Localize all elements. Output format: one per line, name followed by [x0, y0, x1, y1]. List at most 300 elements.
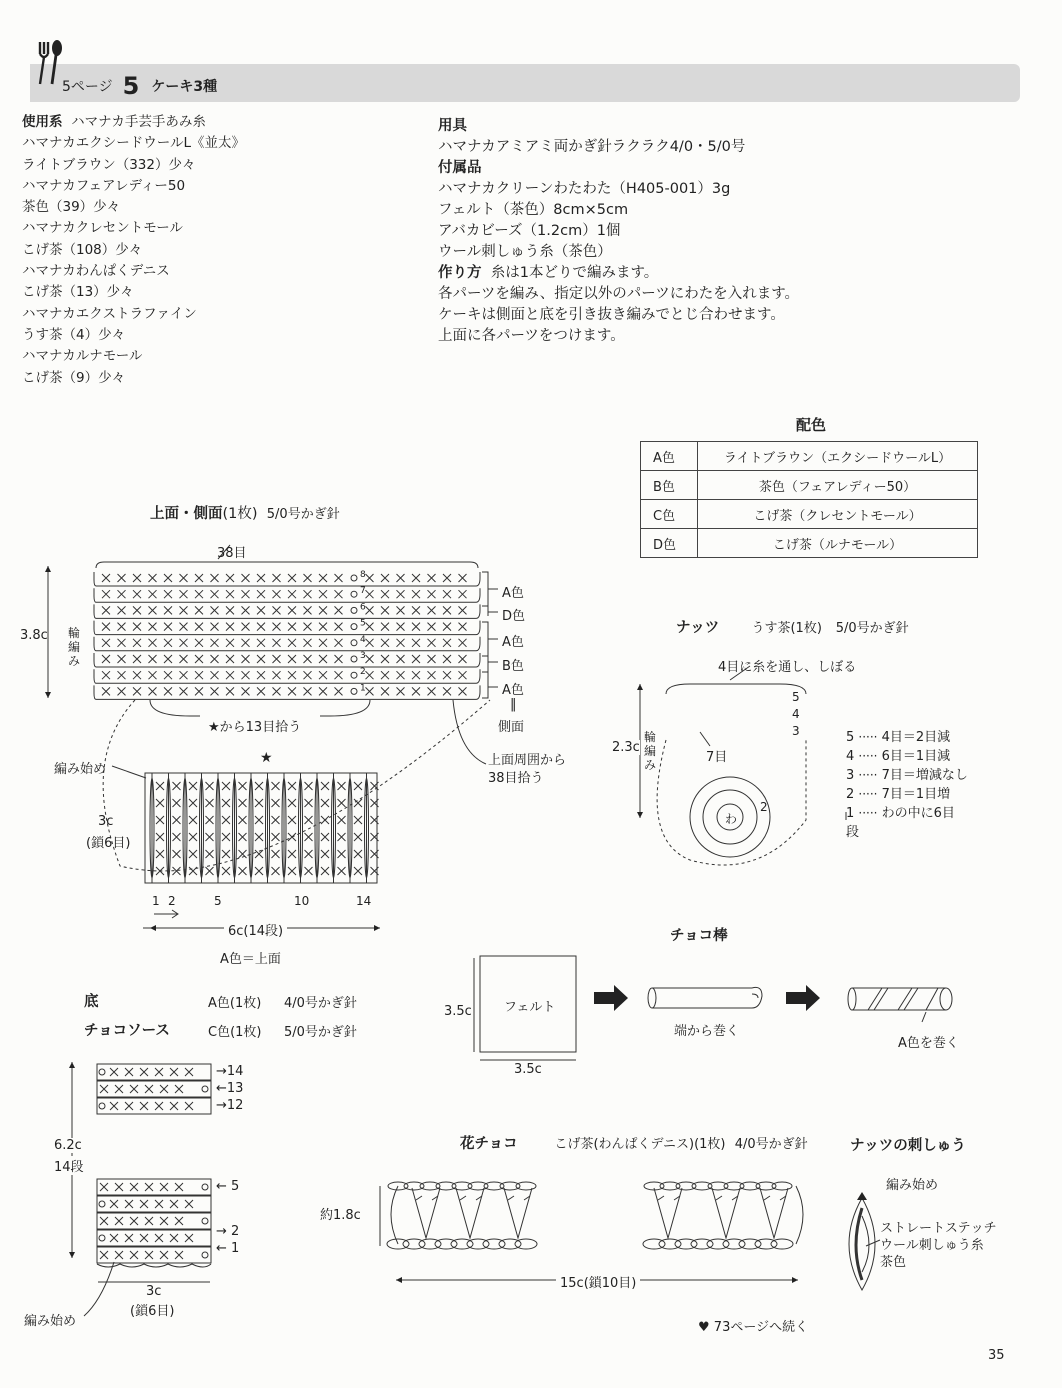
x-stitch — [164, 623, 172, 631]
method-line: 糸は1本どりで編みます。 — [490, 265, 659, 281]
x-stitch — [239, 816, 247, 824]
x-stitch — [304, 687, 312, 695]
nuts-height: 2.3c — [612, 740, 640, 755]
x-stitch — [428, 655, 436, 663]
slip-stitch — [202, 1252, 208, 1258]
pickup-edge-leader — [453, 700, 486, 764]
bold-arrow-icon — [786, 985, 820, 1011]
x-stitch — [321, 850, 329, 858]
x-stitch — [156, 867, 164, 875]
yarn-line: ハマナカエクストラファイン — [22, 305, 197, 322]
x-stitch — [149, 623, 157, 631]
x-stitch — [305, 799, 313, 807]
slip-stitch — [99, 1235, 105, 1241]
round-unit: 段 — [846, 825, 860, 840]
x-stitch — [304, 623, 312, 631]
slip-stitch — [202, 1086, 208, 1092]
slip-stitch — [351, 607, 357, 613]
sauce-rows: 14段 — [54, 1156, 84, 1175]
chain-stitch — [452, 1182, 472, 1190]
color-key: B色 — [641, 471, 698, 500]
x-stitch — [140, 1102, 148, 1110]
chain-stitch — [468, 1182, 488, 1190]
x-stitch — [180, 606, 188, 614]
slip-stitch — [99, 1103, 105, 1109]
x-stitch — [185, 1102, 193, 1110]
x-stitch — [125, 1068, 133, 1076]
x-stitch — [226, 639, 234, 647]
x-stitch — [195, 639, 203, 647]
sauce-chain: (鎖6目) — [130, 1304, 175, 1319]
heart-icon: ♥ — [698, 1320, 710, 1335]
x-stitch — [335, 606, 343, 614]
x-stitch — [459, 687, 467, 695]
x-stitch — [443, 606, 451, 614]
x-stitch — [175, 1085, 183, 1093]
round-mark: 3 — [360, 651, 366, 661]
color-value: 茶色（フェアレディー50） — [698, 471, 978, 500]
x-stitch — [412, 574, 420, 582]
x-stitch — [257, 623, 265, 631]
row-arrow: ←13 — [216, 1081, 244, 1096]
x-stitch — [381, 623, 389, 631]
x-stitch — [102, 655, 110, 663]
color-label: A色 — [502, 586, 524, 601]
x-stitch — [189, 782, 197, 790]
chain-stitch — [660, 1182, 680, 1190]
x-stitch — [397, 639, 405, 647]
x-stitch — [133, 574, 141, 582]
x-stitch — [185, 1200, 193, 1208]
x-stitch — [180, 623, 188, 631]
x-stitch — [288, 687, 296, 695]
x-stitch — [272, 850, 280, 858]
method-line: 上面に各パーツをつけます。 — [438, 328, 625, 344]
x-stitch — [272, 816, 280, 824]
top-side-title — [150, 502, 340, 523]
sauce-title: チョコソース — [84, 1023, 170, 1039]
x-stitch — [173, 816, 181, 824]
x-stitch — [381, 655, 389, 663]
chain-stitch — [771, 1239, 793, 1249]
x-stitch — [273, 590, 281, 598]
x-stitch — [459, 655, 467, 663]
x-stitch — [335, 623, 343, 631]
x-stitch — [239, 833, 247, 841]
x-stitch — [140, 1234, 148, 1242]
x-stitch — [366, 606, 374, 614]
chain-stitch — [436, 1182, 456, 1190]
slip-stitch — [351, 575, 357, 581]
x-stitch — [160, 1217, 168, 1225]
x-stitch — [118, 606, 126, 614]
row-number: 14 — [356, 894, 372, 908]
x-stitch — [211, 623, 219, 631]
sauce-row — [97, 1247, 211, 1263]
x-stitch — [226, 574, 234, 582]
top-side-chart-rim — [96, 562, 478, 568]
x-stitch — [321, 833, 329, 841]
x-stitch — [255, 833, 263, 841]
x-stitch — [189, 816, 197, 824]
wrapped-yarn — [868, 988, 938, 1010]
x-stitch — [133, 590, 141, 598]
round-mark: 5 — [360, 618, 366, 629]
x-stitch — [257, 574, 265, 582]
x-stitch — [185, 1068, 193, 1076]
x-stitch — [226, 687, 234, 695]
x-stitch — [273, 574, 281, 582]
x-stitch — [257, 687, 265, 695]
sauce-start-leader — [84, 1262, 114, 1316]
flower-color: こげ茶(わんぱくデニス) — [554, 1137, 695, 1152]
x-stitch — [110, 1102, 118, 1110]
top-side-round-label: 輪編み — [68, 626, 81, 668]
x-stitch — [412, 687, 420, 695]
x-stitch — [173, 799, 181, 807]
x-stitch — [164, 606, 172, 614]
x-stitch — [110, 1068, 118, 1076]
round-text: わの中に6目 — [881, 806, 955, 821]
x-stitch — [397, 687, 405, 695]
x-stitch — [366, 687, 374, 695]
continue-text: 73ページへ続く — [713, 1320, 809, 1335]
x-stitch — [140, 1068, 148, 1076]
x-stitch — [195, 687, 203, 695]
x-stitch — [195, 590, 203, 598]
bottom-hook: 4/0号かぎ針 — [284, 996, 357, 1011]
x-stitch — [115, 1183, 123, 1191]
row-arrow: →12 — [216, 1098, 244, 1113]
x-stitch — [288, 574, 296, 582]
color-table-title: 配色 — [796, 416, 827, 434]
embroidery-start: 編み始め — [886, 1178, 939, 1193]
bold-arrow-icon — [594, 985, 628, 1011]
x-stitch — [156, 850, 164, 858]
x-stitch — [272, 833, 280, 841]
top-panel-chart — [150, 773, 379, 883]
x-stitch — [140, 1200, 148, 1208]
nuts-title: ナッツ — [676, 620, 720, 636]
rolled-felt — [652, 988, 752, 1008]
round-mark: 4 — [360, 634, 366, 645]
felt-width: 3.5c — [514, 1062, 542, 1077]
chain-stitch — [756, 1182, 776, 1190]
flower-title-row — [460, 1132, 808, 1153]
x-stitch — [319, 639, 327, 647]
x-stitch — [381, 606, 389, 614]
x-stitch — [354, 799, 362, 807]
x-stitch — [397, 590, 405, 598]
section-number: 5 — [122, 72, 140, 100]
x-stitch — [170, 1068, 178, 1076]
x-stitch — [180, 590, 188, 598]
top-side-count: (1枚) — [222, 506, 258, 522]
x-stitch — [149, 655, 157, 663]
x-stitch — [335, 655, 343, 663]
tools-text: ハマナカアミアミ両かぎ針ラクラク4/0・5/0号 — [438, 139, 746, 155]
x-stitch — [222, 799, 230, 807]
yarn-label: 使用系 — [22, 114, 63, 130]
x-stitch — [102, 671, 110, 679]
x-stitch — [156, 782, 164, 790]
x-stitch — [118, 574, 126, 582]
x-stitch — [102, 687, 110, 695]
x-stitch — [226, 671, 234, 679]
x-stitch — [354, 816, 362, 824]
method-line: 各パーツを編み、指定以外のパーツにわたを入れます。 — [438, 286, 800, 302]
slip-stitch — [351, 640, 357, 646]
wrap-leader — [922, 1012, 926, 1022]
x-stitch — [459, 606, 467, 614]
x-stitch — [102, 623, 110, 631]
top-side-height: 3.8c — [20, 628, 48, 643]
treble-stitch — [654, 1188, 682, 1238]
top-panel-width-left: 3c — [98, 814, 114, 829]
x-stitch — [412, 655, 420, 663]
x-stitch — [100, 1251, 108, 1259]
flower-hook: 4/0号かぎ針 — [734, 1137, 808, 1152]
top-side-stitches: 38目 — [217, 546, 247, 561]
x-stitch — [354, 782, 362, 790]
x-stitch — [180, 687, 188, 695]
x-stitch — [160, 1251, 168, 1259]
treble-bar — [658, 1196, 680, 1200]
x-stitch — [257, 639, 265, 647]
x-stitch — [304, 574, 312, 582]
chain-stitch — [516, 1182, 536, 1190]
direction-arrow — [154, 910, 178, 918]
x-stitch — [185, 1234, 193, 1242]
slip-stitch — [351, 656, 357, 662]
sauce-row — [97, 1213, 211, 1229]
color-label: A色 — [502, 683, 524, 698]
chain-stitch — [420, 1182, 440, 1190]
x-stitch — [354, 850, 362, 858]
start-marker-icon — [857, 1192, 867, 1200]
x-stitch — [164, 639, 172, 647]
x-stitch — [305, 867, 313, 875]
x-stitch — [319, 687, 327, 695]
x-stitch — [381, 671, 389, 679]
bottom-title-row — [84, 990, 384, 1011]
x-stitch — [288, 623, 296, 631]
x-stitch — [242, 574, 250, 582]
x-stitch — [222, 833, 230, 841]
x-stitch — [428, 639, 436, 647]
x-stitch — [133, 687, 141, 695]
x-stitch — [156, 799, 164, 807]
x-stitch — [272, 867, 280, 875]
yarn-line: 茶色（39）少々 — [22, 199, 121, 216]
x-stitch — [155, 1068, 163, 1076]
x-stitch — [118, 655, 126, 663]
x-stitch — [338, 799, 346, 807]
x-stitch — [381, 574, 389, 582]
x-stitch — [397, 623, 405, 631]
sauce-row — [97, 1179, 211, 1195]
x-stitch — [206, 799, 214, 807]
top-color-note: A色＝上面 — [220, 952, 281, 967]
x-stitch — [338, 782, 346, 790]
color-value: ライトブラウン（エクシードウールL） — [698, 442, 978, 471]
treble-bar — [764, 1196, 786, 1200]
treble-bar — [416, 1196, 438, 1200]
x-stitch — [443, 655, 451, 663]
x-stitch — [273, 687, 281, 695]
x-stitch — [255, 799, 263, 807]
yarn-line: こげ茶（13）少々 — [22, 284, 134, 301]
x-stitch — [102, 606, 110, 614]
x-stitch — [321, 867, 329, 875]
start-label: 編み始め — [54, 762, 107, 777]
x-stitch — [321, 816, 329, 824]
x-stitch — [226, 655, 234, 663]
x-stitch — [145, 1085, 153, 1093]
x-stitch — [272, 799, 280, 807]
x-stitch — [145, 1217, 153, 1225]
top-side-chart — [94, 570, 480, 699]
nuts-hook: 5/0号かぎ針 — [835, 621, 909, 636]
x-stitch — [366, 574, 374, 582]
turn-chain — [391, 1186, 803, 1244]
x-stitch — [305, 850, 313, 858]
x-stitch — [335, 574, 343, 582]
x-stitch — [319, 590, 327, 598]
bottom-title: 底 — [84, 994, 99, 1010]
slip-stitch — [202, 1184, 208, 1190]
x-stitch — [149, 590, 157, 598]
nuts-round-label: 輪編み — [644, 730, 657, 772]
nuts-color: うす茶(1枚) — [751, 621, 822, 636]
continue-note — [698, 1316, 808, 1335]
felt-height: 3.5c — [444, 1004, 472, 1019]
embroidery-title: ナッツの刺しゅう — [850, 1138, 966, 1154]
x-stitch — [206, 867, 214, 875]
x-stitch — [189, 850, 197, 858]
slip-stitch — [99, 1201, 105, 1207]
round-text: 4目＝2目減 — [881, 730, 951, 745]
x-stitch — [180, 574, 188, 582]
nuts-title-row — [676, 616, 909, 637]
x-stitch — [130, 1251, 138, 1259]
x-stitch — [257, 655, 265, 663]
x-stitch — [242, 687, 250, 695]
x-stitch — [288, 590, 296, 598]
nut-stitch — [856, 1208, 862, 1280]
x-stitch — [206, 833, 214, 841]
x-stitch — [273, 639, 281, 647]
yarn-line: うす茶（4）少々 — [22, 326, 126, 343]
accessory-item: ハマナカクリーンわたわた（H405-001）3g — [438, 181, 731, 197]
chain-stitch — [724, 1182, 744, 1190]
row-arrow: ← 1 — [216, 1241, 240, 1256]
method-line: ケーキは側面と底を引き抜き編みでとじ合わせます。 — [438, 307, 785, 323]
chain-stitch — [515, 1239, 537, 1249]
x-stitch — [255, 867, 263, 875]
row-number: 5 — [214, 894, 222, 908]
x-stitch — [155, 1102, 163, 1110]
x-stitch — [222, 782, 230, 790]
tools-label: 用具 — [438, 118, 467, 134]
nuts-join-dashes — [657, 740, 806, 865]
x-stitch — [118, 639, 126, 647]
x-stitch — [321, 799, 329, 807]
x-stitch — [305, 833, 313, 841]
x-stitch — [335, 590, 343, 598]
nut-stitch — [862, 1216, 869, 1272]
round-mark: 7 — [360, 586, 366, 597]
x-stitch — [222, 867, 230, 875]
flower-chart — [387, 1182, 803, 1249]
x-stitch — [304, 606, 312, 614]
yarn-line: ライトブラウン（332）少々 — [22, 156, 196, 173]
chain-stitch — [692, 1182, 712, 1190]
chain-stitch — [772, 1182, 792, 1190]
nuts-round-list: 5 ····· 4目＝2目減 4 ····· 6目＝1目減 3 ····· 7目＝増減なし 2 ····· 7目＝1目増 1 ····· わの中に6目 段 — [846, 730, 968, 840]
x-stitch — [338, 816, 346, 824]
x-stitch — [115, 1251, 123, 1259]
flower-title: 花チョコ — [460, 1136, 518, 1152]
round-text: 6目＝1目減 — [881, 749, 951, 764]
wrapped-stick-end — [848, 988, 856, 1010]
nuts-round-num: 2 — [760, 800, 768, 814]
x-stitch — [118, 687, 126, 695]
x-stitch — [195, 671, 203, 679]
x-stitch — [173, 850, 181, 858]
x-stitch — [338, 833, 346, 841]
side-label: 側面 — [498, 720, 525, 735]
treble-stitch — [412, 1188, 440, 1238]
x-stitch — [288, 816, 296, 824]
x-stitch — [428, 687, 436, 695]
x-stitch — [305, 782, 313, 790]
yarn-line: ハマナカルナモール — [22, 348, 143, 365]
x-stitch — [381, 590, 389, 598]
color-key: C色 — [641, 500, 698, 529]
x-stitch — [115, 1217, 123, 1225]
x-stitch — [304, 590, 312, 598]
x-stitch — [118, 590, 126, 598]
x-stitch — [211, 671, 219, 679]
yarn-line: ハマナカ手芸手あみ糸 — [71, 114, 206, 130]
pickup-star-note: ★から13目拾う — [208, 720, 302, 735]
row-number: 2 — [168, 894, 176, 908]
x-stitch — [226, 623, 234, 631]
x-stitch — [304, 639, 312, 647]
nuts-round-num: 3 — [792, 724, 800, 738]
x-stitch — [288, 833, 296, 841]
sauce-start: 編み始め — [24, 1314, 77, 1329]
x-stitch — [133, 639, 141, 647]
x-stitch — [164, 574, 172, 582]
x-stitch — [175, 1183, 183, 1191]
x-stitch — [459, 590, 467, 598]
x-stitch — [180, 671, 188, 679]
color-brackets — [482, 572, 498, 698]
x-stitch — [288, 639, 296, 647]
sauce-hook: 5/0号かぎ針 — [284, 1025, 357, 1040]
yarn-line: こげ茶（108）少々 — [22, 241, 143, 258]
round-mark: 1 — [360, 683, 366, 694]
round-mark: 2 — [360, 667, 366, 678]
section-title: ケーキ3種 — [151, 79, 218, 95]
x-stitch — [288, 867, 296, 875]
x-stitch — [180, 655, 188, 663]
top-side-name: 上面・側面 — [150, 506, 223, 522]
x-stitch — [133, 606, 141, 614]
x-stitch — [211, 606, 219, 614]
